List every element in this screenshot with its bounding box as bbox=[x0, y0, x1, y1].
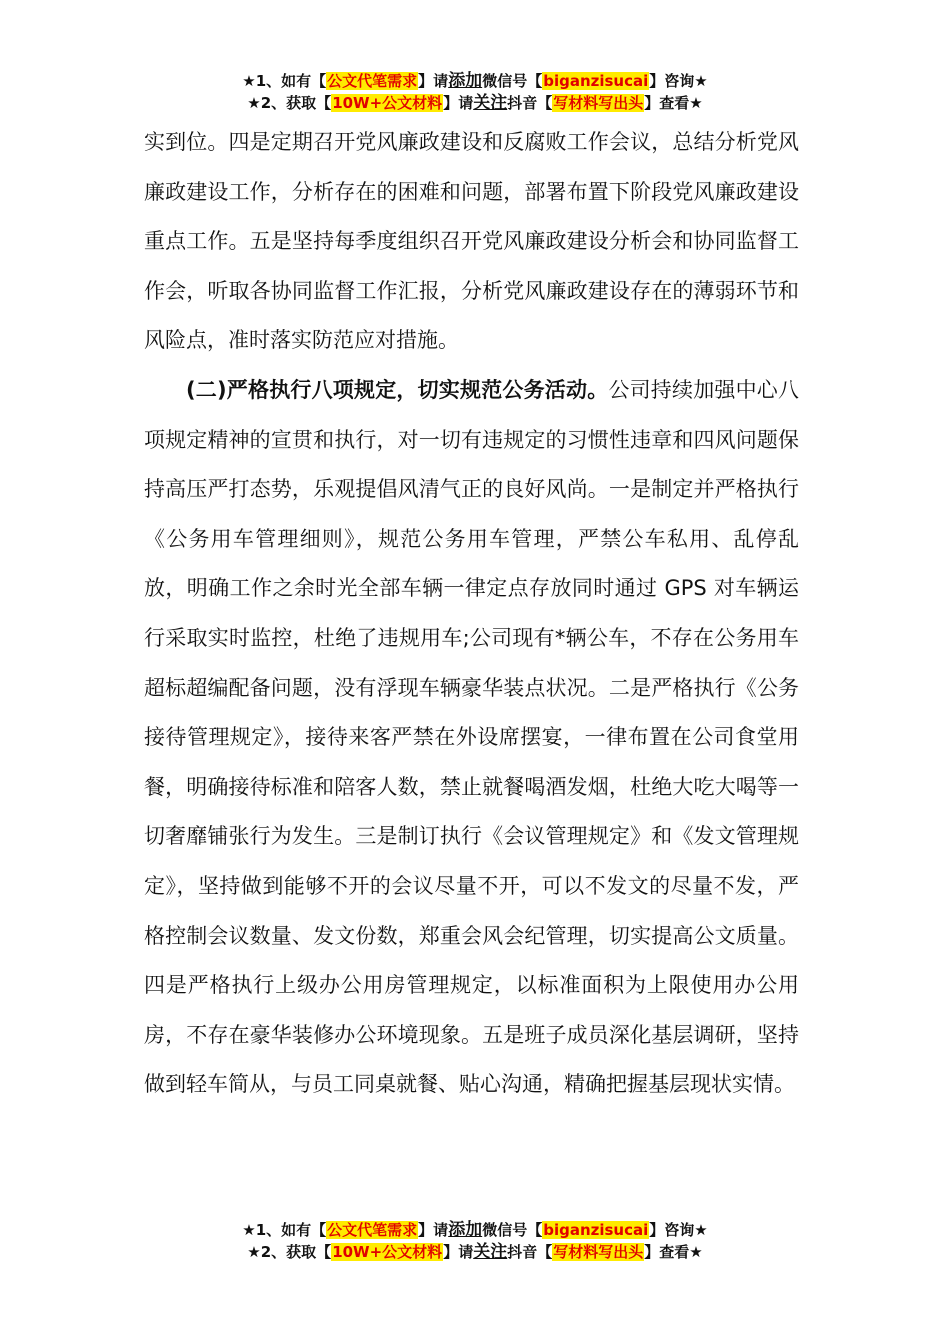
banner-text: 微信号【 bbox=[482, 72, 543, 90]
banner-line-2 bbox=[0, 92, 950, 114]
banner-text: ★2、获取【 bbox=[247, 1243, 332, 1261]
highlight-douyin: 写材料写出头 bbox=[553, 1243, 644, 1261]
section-heading: (二)严格执行八项规定，切实规范公务活动。 bbox=[186, 377, 609, 402]
underlined-text: 关注 bbox=[473, 93, 508, 113]
highlight-douyin: 写材料写出头 bbox=[553, 94, 644, 112]
banner-text: 抖音【 bbox=[507, 94, 553, 112]
banner-text: ★2、获取【 bbox=[247, 94, 332, 112]
banner-line-1 bbox=[0, 70, 950, 92]
highlight-wechat-id: biganzisucai bbox=[543, 72, 649, 90]
paragraph-1: 实到位。四是定期召开党风廉政建设和反腐败工作会议，总结分析党风廉政建设工作，分析存在的困难和问题，部署布置下阶段党风廉政建设重点工作。五是坚持每季度组织召开党风廉政建设分析会和协同监督工作会，听取各协同监督工作汇报，分析党风廉政建设存在的薄弱环节和风险点，准时落实防范应对措施。 bbox=[144, 130, 799, 353]
banner-text: 】请 bbox=[418, 1221, 449, 1239]
top-banner bbox=[0, 70, 950, 114]
banner-text: 】请 bbox=[443, 1243, 474, 1261]
banner-text: 抖音【 bbox=[507, 1243, 553, 1261]
underlined-text: 关注 bbox=[473, 1242, 508, 1262]
banner-text: 】请 bbox=[443, 94, 474, 112]
banner-text: 微信号【 bbox=[482, 1221, 543, 1239]
highlight-wechat-id: biganzisucai bbox=[543, 1221, 649, 1239]
banner-line-1 bbox=[0, 1219, 950, 1241]
banner-text: 】查看★ bbox=[644, 1243, 703, 1261]
paragraph-2-body: 公司持续加强中心八项规定精神的宣贯和执行，对一切有违规定的习惯性违章和四风问题保持高压严打态势，乐观提倡风清气正的良好风尚。一是制定并严格执行《公务用车管理细则》，规范公务用车管理，严禁公车私用、乱停乱放，明确工作之余时光全部车辆一律定点存放同时通过 GPS 对车辆运行采取实时监控，杜绝了违规用车;公司现有*辆公车，不存在公务用车超标超编配备问题，没有浮现车辆豪华装点状况。二是严格执行《公务接待管理规定》，接待来客严禁在外设席摆宴，一律布置在公司食堂用餐，明确接待标准和陪客人数，禁止就餐喝酒发烟，杜绝大吃大喝等一切奢靡铺张行为发生。三是制订执行《会议管理规定》和《发文管理规定》，坚持做到能够不开的会议尽量不开，可以不发文的尽量不发，严格控制会议数量、发文份数，郑重会风会纪管理，切实提高公文质量。四是严格执行上级办公用房管理规定，以标准面积为上限使用办公用房，不存在豪华装修办公环境现象。五是班子成员深化基层调研，坚持做到轻车简从，与员工同桌就餐、贴心沟通，精确把握基层现状实情。 bbox=[144, 377, 800, 1097]
highlight-materials: 10W+公文材料 bbox=[332, 1243, 443, 1261]
highlight-materials: 10W+公文材料 bbox=[332, 94, 443, 112]
document-body bbox=[144, 118, 799, 1110]
underlined-text: 添加 bbox=[448, 1220, 483, 1240]
highlight-service: 公文代笔需求 bbox=[327, 72, 418, 90]
banner-text: ★1、如有【 bbox=[242, 1221, 327, 1239]
banner-text: 】咨询★ bbox=[649, 72, 708, 90]
underlined-text: 添加 bbox=[448, 71, 483, 91]
banner-text: 】查看★ bbox=[644, 94, 703, 112]
banner-line-2 bbox=[0, 1241, 950, 1263]
highlight-service: 公文代笔需求 bbox=[327, 1221, 418, 1239]
banner-text: 】咨询★ bbox=[649, 1221, 708, 1239]
bottom-banner bbox=[0, 1219, 950, 1263]
paragraph-2 bbox=[144, 366, 799, 1110]
banner-text: ★1、如有【 bbox=[242, 72, 327, 90]
banner-text: 】请 bbox=[418, 72, 449, 90]
